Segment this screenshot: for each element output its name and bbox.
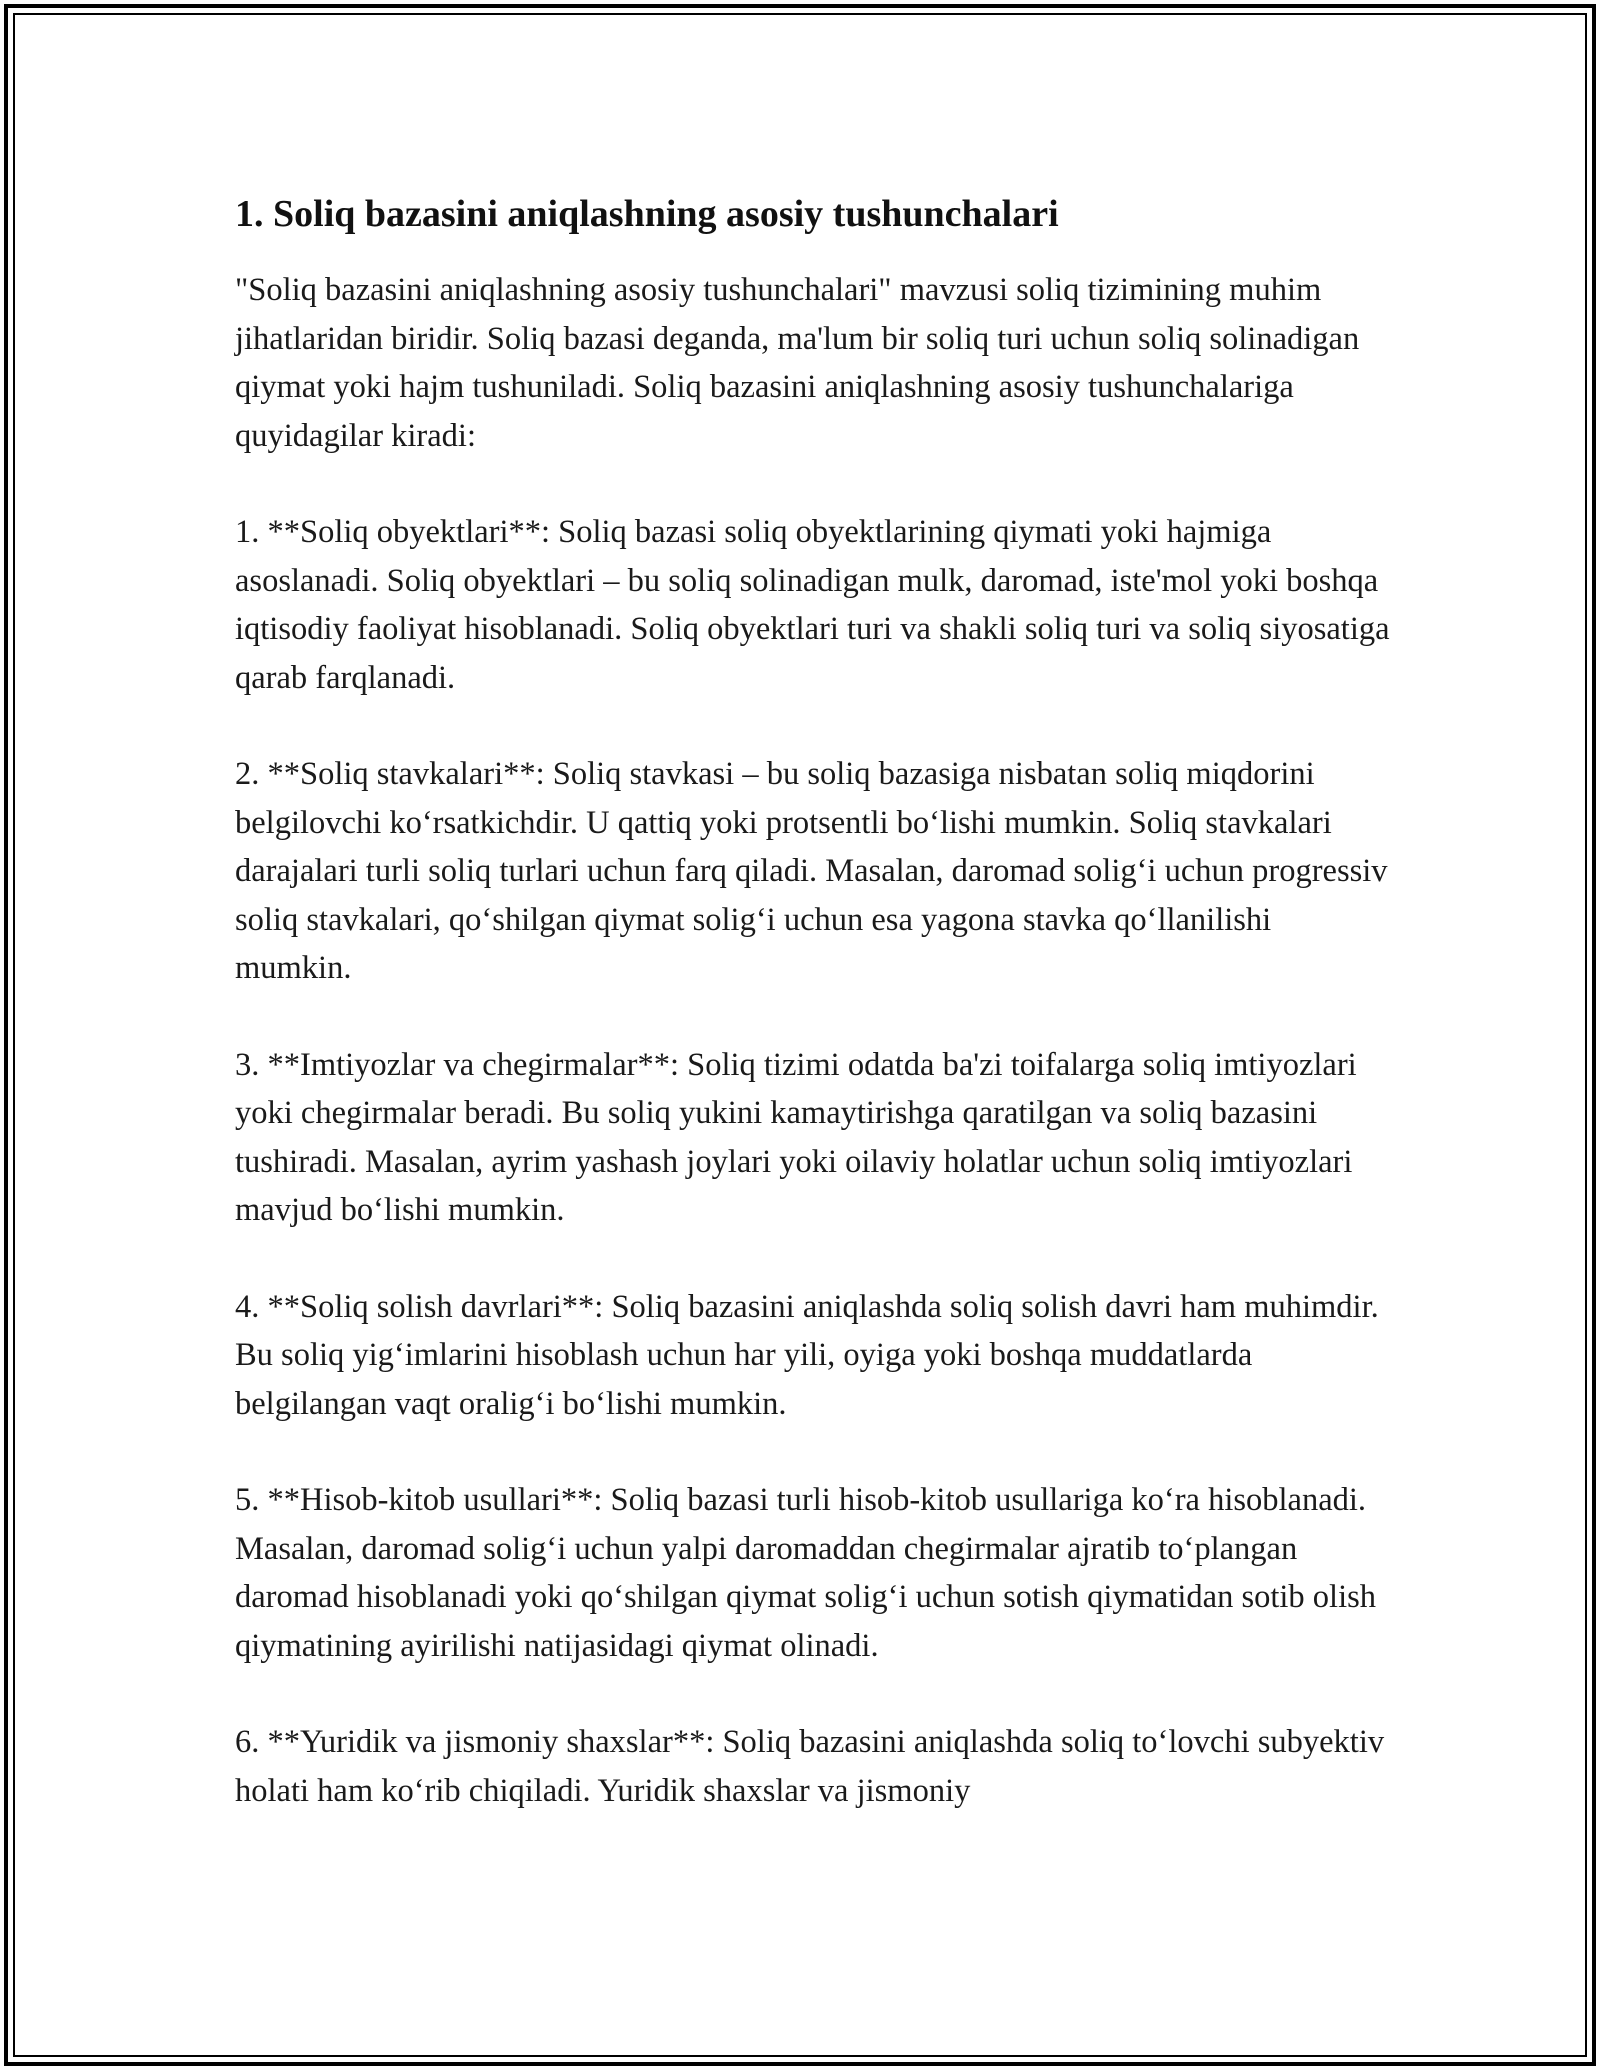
list-item-imtiyozlar: 3. **Imtiyozlar va chegirmalar**: Soliq tizimi odatda ba'zi toifalarga soliq imtiyozlari yoki chegirmalar beradi. Bu soliq yukini kamaytirishga qaratilgan va soliq bazasini tushiradi. Masalan, ayrim yashash joylari yoki oilaviy holatlar uchun soliq imtiyozlari mavjud bo‘lishi mumkin. [235, 1046, 1357, 1228]
list-item-yuridik-jismoniy: 6. **Yuridik va jismoniy shaxslar**: Soliq bazasini aniqlashda soliq to‘lovchi subyektiv holati ham ko‘rib chiqiladi. Yuridik shaxslar va jismoniy [235, 1724, 1385, 1809]
list-item-hisob-kitob: 5. **Hisob-kitob usullari**: Soliq bazasi turli hisob-kitob usullariga ko‘ra hisoblanadi. Masalan, daromad solig‘i uchun yalpi daromaddan chegirmalar ajratib to‘plangan daromad hisoblanadi yoki qo‘shilgan qiymat solig‘i uchun sotish qiymatidan sotib olish qiymatining ayirilishi natijasidagi qiymat olinadi. [235, 1482, 1377, 1664]
list-item-soliq-davrlari: 4. **Soliq solish davrlari**: Soliq bazasini aniqlashda soliq solish davri ham muhimdir. Bu soliq yig‘imlarini hisoblash uchun har yili, oyiga yoki boshqa muddatlarda belgilangan vaqt oralig‘i bo‘lishi mumkin. [235, 1288, 1379, 1422]
list-item-soliq-stavkalari: 2. **Soliq stavkalari**: Soliq stavkasi – bu soliq bazasiga nisbatan soliq miqdorini belgilovchi ko‘rsatkichdir. U qattiq yoki protsentli bo‘lishi mumkin. Soliq stavkalari darajalari turli soliq turlari uchun farq qiladi. Masalan, daromad solig‘i uchun progressiv soliq stavkalari, qo‘shilgan qiymat solig‘i uchun esa yagona stavka qo‘llanilishi mumkin. [235, 756, 1388, 986]
document-body [235, 186, 1395, 1863]
section-heading: 1. Soliq bazasini aniqlashning asosiy tushunchalari [235, 193, 1059, 235]
intro-paragraph: "Soliq bazasini aniqlashning asosiy tushunchalari" mavzusi soliq tizimining muhim jihatlaridan biridir. Soliq bazasi deganda, ma'lum bir soliq turi uchun soliq solinadigan qiymat yoki hajm tushuniladi. Soliq bazasini aniqlashning asosiy tushunchalariga quyidagilar kiradi: [235, 272, 1360, 454]
list-item-soliq-obyektlari: 1. **Soliq obyektlari**: Soliq bazasi soliq obyektlarining qiymati yoki hajmiga asoslanadi. Soliq obyektlari – bu soliq solinadigan mulk, daromad, iste'mol yoki boshqa iqtisodiy faoliyat hisoblanadi. Soliq obyektlari turi va shakli soliq turi va soliq siyosatiga qarab farqlanadi. [235, 514, 1390, 696]
